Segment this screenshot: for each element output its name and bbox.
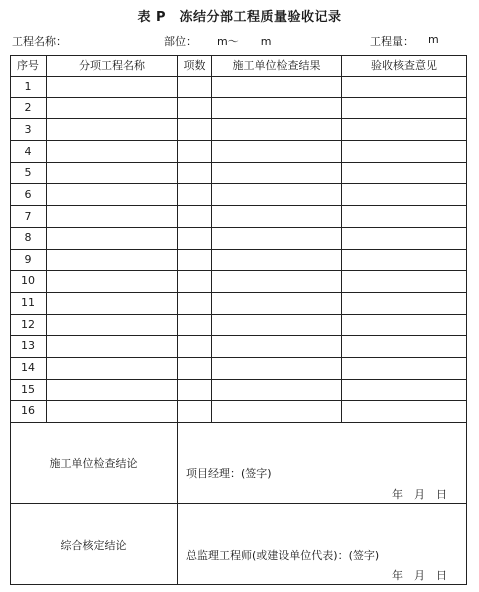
col-header-seq: 序号 <box>17 59 39 72</box>
row-number: 8 <box>24 231 32 244</box>
row-number: 9 <box>24 253 32 266</box>
project-name-label: 工程名称： <box>12 35 67 48</box>
row-number: 10 <box>21 274 35 287</box>
row-number: 13 <box>21 339 35 352</box>
row-number: 3 <box>24 123 32 136</box>
quantity-unit: m <box>428 33 439 46</box>
page-title: 表 P 冻结分部工程质量验收记录 <box>137 10 342 25</box>
project-manager-signature: 项目经理：(签字) <box>186 467 272 480</box>
col-header-contractor-result: 施工单位检查结果 <box>232 59 321 72</box>
row-number: 4 <box>24 145 32 158</box>
row-number: 2 <box>24 101 32 114</box>
col-header-count: 项数 <box>183 59 206 72</box>
row-number: 5 <box>24 166 32 179</box>
location-value: m～ m <box>217 35 272 48</box>
row-number: 7 <box>24 210 32 223</box>
contractor-conclusion-label: 施工单位检查结论 <box>49 457 138 470</box>
row-number: 6 <box>24 188 32 201</box>
row-number: 11 <box>21 296 35 309</box>
row-number: 14 <box>21 361 35 374</box>
location-label: 部位： <box>164 35 197 48</box>
col-header-item-name: 分项工程名称 <box>79 59 145 72</box>
col-header-acceptance-opinion: 验收核查意见 <box>371 59 437 72</box>
overall-conclusion-label: 综合核定结论 <box>60 539 127 552</box>
row-number: 15 <box>21 383 35 396</box>
chief-supervisor-signature: 总监理工程师(或建设单位代表)：(签字) <box>186 549 380 562</box>
quantity-label: 工程量： <box>370 35 414 48</box>
row-number: 12 <box>21 318 35 331</box>
row-number: 1 <box>24 80 32 93</box>
overall-date: 年 月 日 <box>392 569 447 582</box>
row-number: 16 <box>21 404 35 417</box>
contractor-date: 年 月 日 <box>392 488 447 501</box>
